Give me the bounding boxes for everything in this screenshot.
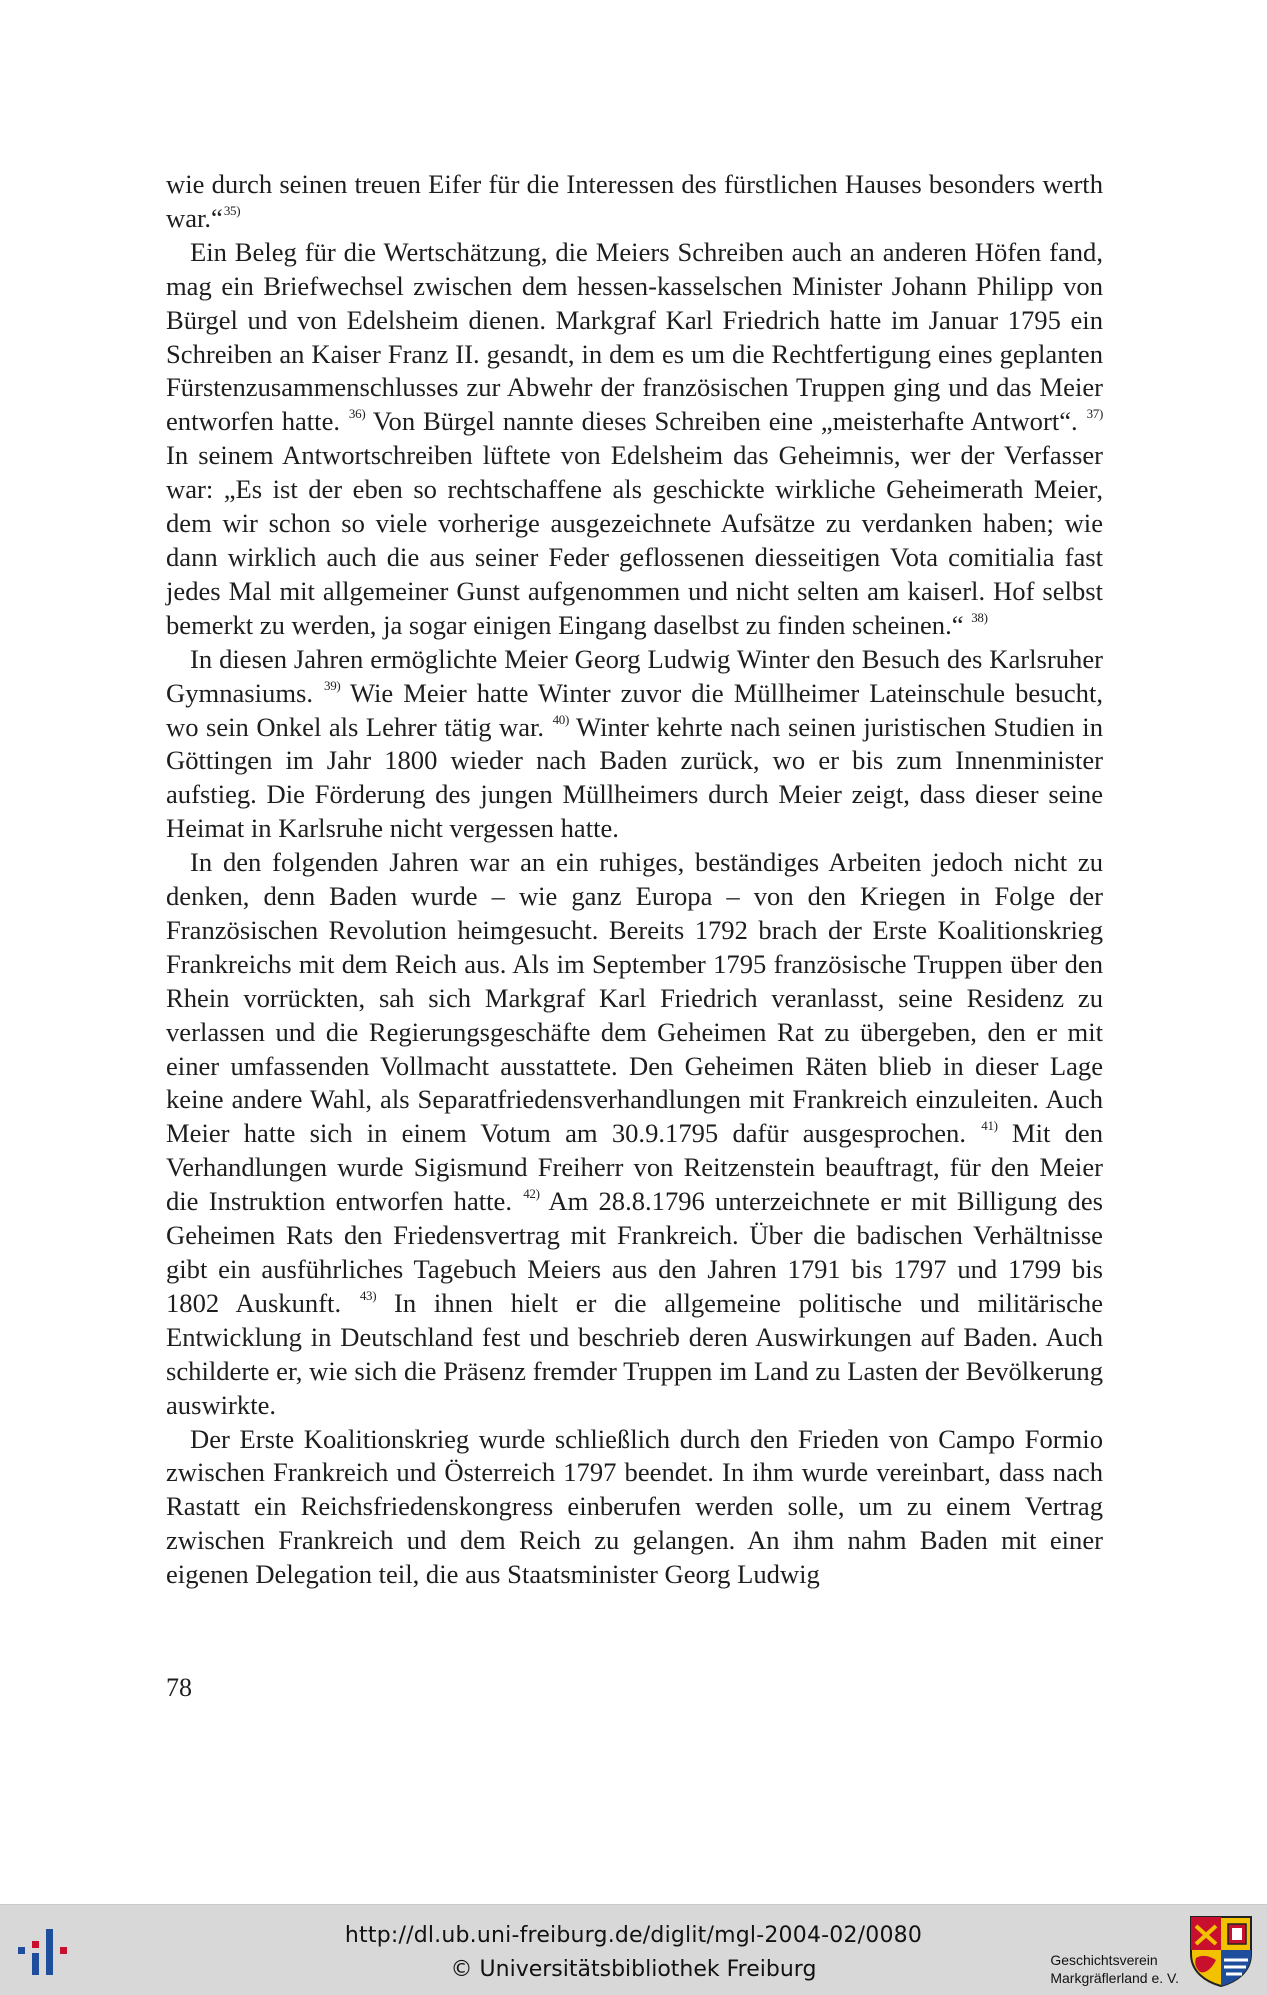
footnote-ref: 39): [324, 677, 341, 693]
copyright-text: © Universitätsbibliothek Freiburg: [450, 1957, 817, 1982]
paragraph-text: Am 28.8.1796 unterzeichnete er mit Billigung des Geheimen Rats den Friedensvertrag mit Frankreich. Über die badischen Verhältnisse gibt ein ausführliches Tagebuch Meiers aus den Jahren 1791 bis 1797 und 1799 bis 1802 Auskunft.: [166, 1186, 1103, 1318]
paragraph-text: Von Bürgel nannte dieses Schreiben eine „meisterhafte Antwort“.: [365, 406, 1086, 437]
footnote-ref: 38): [971, 609, 988, 625]
coat-of-arms-icon: [1188, 1914, 1254, 1988]
footnote-ref: 42): [523, 1186, 540, 1202]
paragraph: [166, 643, 1103, 846]
footnote-ref: 36): [348, 406, 366, 422]
footnote-ref: 41): [981, 1118, 998, 1134]
paragraph: [166, 846, 1103, 1422]
paragraph-text: Der Erste Koalitionskrieg wurde schließlich durch den Frieden von Campo Formio zwischen Frankreich und Österreich 1797 beendet. In ihm wurde vereinbart, dass nach Rastatt ein Reichsfriedenskongress einberufen werden solle, um zu einem Vertrag zwischen Frankreich und dem Reich zu gelangen. An ihm nahm Baden mit einer eigenen Delegation teil, die aus Staatsminister Georg Ludwig: [166, 1423, 1103, 1590]
paragraph-text: wie durch seinen treuen Eifer für die Interessen des fürstlichen Hauses besonders werth war.“: [166, 169, 1103, 233]
paragraph-text: In den folgenden Jahren war an ein ruhiges, beständiges Arbeiten jedoch nicht zu denken, denn Baden wurde – wie ganz Europa – von den Kriegen in Folge der Französischen Revolution heimgesucht. Bereits 1792 brach der Erste Koalitionskrieg Frankreichs mit dem Reich aus. Als im September 1795 französische Truppen über den Rhein vorrückten, sah sich Markgraf Karl Friedrich veranlasst, seine Residenz zu verlassen und die Regierungsgeschäfte dem Geheimen Rat zu übergeben, den er mit einer umfassenden Vollmacht ausstattete. Den Geheimen Räten blieb in dieser Lage keine andere Wahl, als Separatfriedensverhandlungen mit Frankreich einzuleiten. Auch Meier hatte sich in einem Votum am 30.9.1795 dafür ausgesprochen.: [166, 847, 1103, 1149]
paragraph-text: In diesen Jahren ermöglichte Meier Georg Ludwig Winter den Besuch des Karlsruher Gymnasiums.: [166, 643, 1103, 708]
footnote-ref: 35): [223, 202, 241, 218]
paragraph-text: In seinem Antwortschreiben lüftete von Edelsheim das Geheimnis, wer der Verfasser war: „Es ist der eben so rechtschaffene als geschickte wirkliche Geheimerath Meier, dem wir schon so viele vorherige ausgezeichnete Aufsätze zu verdanken haben; wie dann wirklich auch die aus seiner Feder geflossenen diesseitigen Vota comitialia fast jedes Mal mit allgemeiner Gunst aufgenommen und nicht selten am kaiserl. Hof selbst bemerkt zu werden, ja sogar einigen Eingang daselbst zu finden scheinen.“: [166, 440, 1103, 640]
society-name-line: Markgräflerland e. V.: [1050, 1970, 1179, 1986]
paragraph: [166, 236, 1103, 643]
page-number: 78: [166, 1673, 192, 1702]
paragraph-text: Wie Meier hatte Winter zuvor die Müllheimer Lateinschule besucht, wo sein Onkel als Lehrer tätig war.: [166, 677, 1103, 742]
paragraph-text: Mit den Verhandlungen wurde Sigismund Freiherr von Reitzenstein beauftragt, für den Meier die Instruktion entworfen hatte.: [166, 1118, 1103, 1217]
footnote-ref: 43): [359, 1287, 377, 1303]
paragraph-text: Ein Beleg für die Wertschätzung, die Meiers Schreiben auch an anderen Höfen fand, mag ein Briefwechsel zwischen dem hessen-kasselschen Minister Johann Philipp von Bürgel und von Edelsheim dienen. Markgraf Karl Friedrich hatte im Januar 1795 ein Schreiben an Kaiser Franz II. gesandt, in dem es um die Rechtfertigung eines geplanten Fürstenzusammenschlusses zur Abwehr der französischen Truppen ging und das Meier entworfen hatte.: [166, 236, 1103, 437]
paragraph: [166, 1423, 1103, 1593]
paragraph-text: In ihnen hielt er die allgemeine politische und militärische Entwicklung in Deutschland fest und beschrieb deren Auswirkungen auf Baden. Auch schilderte er, wie sich die Präsenz fremder Truppen im Land zu Lasten der Bevölkerung auswirkte.: [166, 1287, 1103, 1420]
paragraph: [166, 168, 1103, 236]
paragraph-text: Winter kehrte nach seinen juristischen Studien in Göttingen im Jahr 1800 wieder nach Baden zurück, wo er bis zum Innenminister aufstieg. Die Förderung des jungen Müllheimers durch Meier zeigt, dass dieser seine Heimat in Karlsruhe nicht vergessen hatte.: [166, 711, 1103, 844]
society-name: [1050, 1951, 1179, 1987]
footnote-ref: 37): [1086, 406, 1103, 422]
footnote-ref: 40): [552, 711, 570, 727]
source-url-link[interactable]: http://dl.ub.uni-freiburg.de/diglit/mgl-2004-02/0080: [344, 1923, 923, 1948]
body-text: [166, 168, 1103, 1592]
society-name-line: Geschichtsverein: [1050, 1952, 1158, 1968]
footer-bar: [0, 1904, 1267, 1995]
